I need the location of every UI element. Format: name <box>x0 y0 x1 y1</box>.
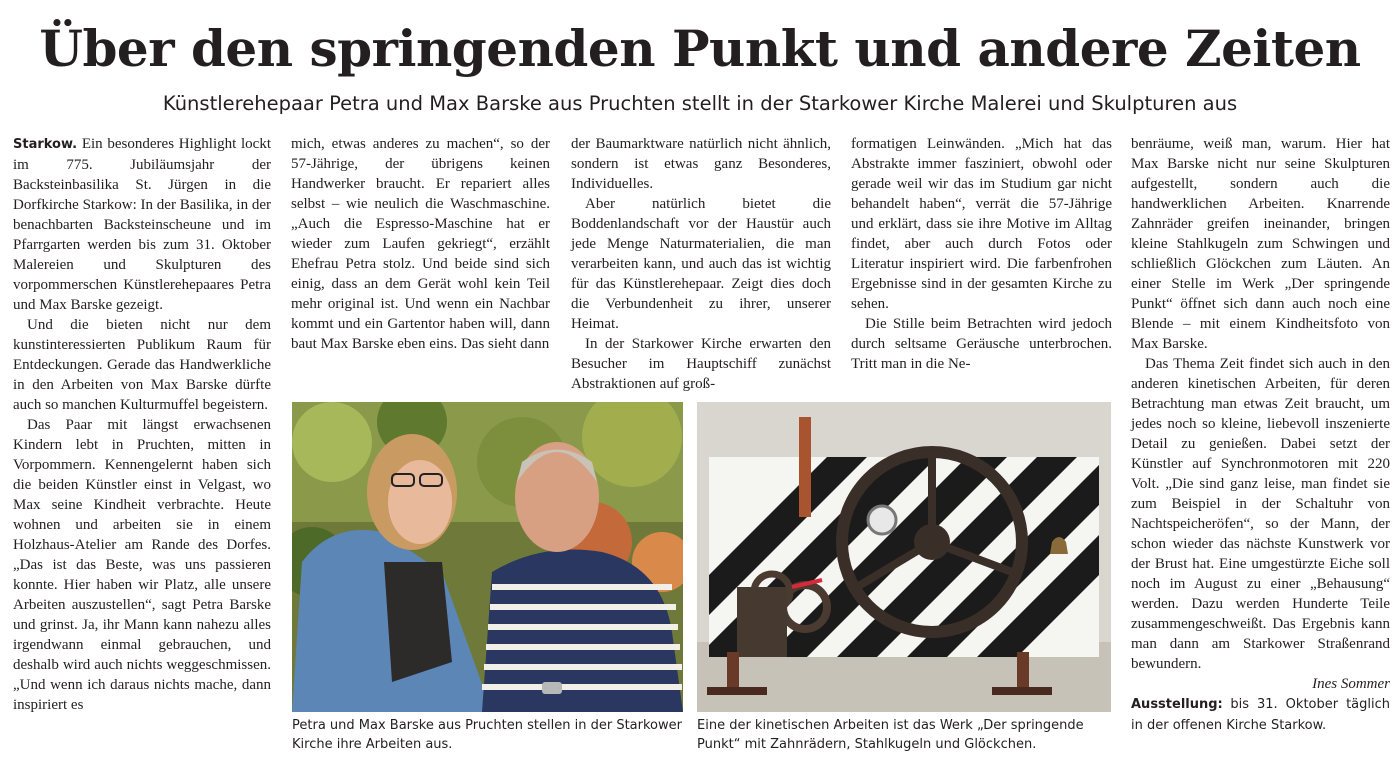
text-column-3 <box>571 134 831 394</box>
paragraph: Das Paar mit längst erwachsenen Kindern lebt in Pruchten, mitten in Vorpommern. Kennengelernt haben sich die beiden Künstler einst in Velgast, wo Max seine Kindheit verbrachte. Heute wohnen und arbeiten sie in einem Holzhaus-Atelier am Rande des Dorfes. „Das ist das Beste, was uns passieren konnte. Hier haben wir Platz, alle unsere Arbeiten auszustellen“, sagt Petra Barske und grinst. Ja, ihr Mann kann nahezu alles irgendwann einmal gebrauchen, und deshalb wird auch nichts weggeschmissen. „Und wenn ich daraus nichts mache, dann inspiriert es <box>13 417 271 713</box>
text-column-5 <box>1131 134 1390 736</box>
dateline: Starkow. <box>13 137 78 152</box>
paragraph: der Baumarktware natürlich nicht ähnlich, sondern ist etwas ganz Besonderes, Individuelles. <box>571 136 831 192</box>
paragraph: mich, etwas anderes zu machen“, so der 57-Jährige, der übrigens keinen Handwerker braucht. Er repariert alles selbst – wie neulich die Waschmaschine. „Auch die Espresso-Maschine hat er wieder zum Laufen gekriegt“, erzählt Ehefrau Petra stolz. Und beide sind sich einig, dass an dem Gerät wohl kein Teil mehr original ist. Und wenn ein Nachbar kommt und ein Gartentor haben will, dann baut Max Barske eben eins. Das sieht dann <box>291 136 550 352</box>
text-column-1 <box>13 134 271 715</box>
text-column-4 <box>851 134 1112 374</box>
paragraph: benräume, weiß man, warum. Hier hat Max Barske nicht nur seine Skulpturen aufgestellt, sondern auch die handwerklichen Arbeiten. Knarrende Zahnräder greifen ineinander, bringen kleine Stahlkugeln zum Schwingen und schließlich Glöckchen zum Läuten. An einer Stelle im Werk „Der springende Punkt“ öffnet sich dann auch noch eine Blende – mit einem Kindheitsfoto von Max Barske. <box>1131 136 1390 352</box>
photo-caption-couple: Petra und Max Barske aus Pruchten stellen in der Starkower Kirche ihre Arbeiten aus. <box>292 718 682 752</box>
photo-kinetic-artwork <box>697 402 1111 712</box>
author-byline: Ines Sommer <box>1312 676 1390 692</box>
paragraph: Die Stille beim Betrachten wird jedoch durch seltsame Geräusche unterbrochen. Tritt man in die Ne- <box>851 316 1112 372</box>
paragraph: Und die bieten nicht nur dem kunstinteressierten Publikum Raum für Entdeckungen. Gerade das Handwerkliche in den Arbeiten von Max Barske dürfte auch so manchen Kulturmuffel begeistern. <box>13 317 271 413</box>
paragraph: Aber natürlich bietet die Boddenlandschaft vor der Haustür auch jede Menge Naturmaterialien, die man verarbeiten kann, und auch das ist wichtig für das Künstlerehepaar. Zeigt dies doch die Verbundenheit zu ihrer, unserer Heimat. <box>571 196 831 332</box>
exhibition-note <box>1131 694 1390 736</box>
photo-caption-artwork: Eine der kinetischen Arbeiten ist das Werk „Der springende Punkt“ mit Zahnrädern, Stahlkugeln und Glöckchen. <box>697 718 1084 752</box>
photo-couple <box>292 402 683 712</box>
paragraph: In der Starkower Kirche erwarten den Besucher im Hauptschiff zunächst Abstraktionen auf groß- <box>571 336 831 392</box>
paragraph: Das Thema Zeit findet sich auch in den anderen kinetischen Arbeiten, für deren Betrachtung man etwas Zeit braucht, um jedes noch so kleine, liebevoll inszenierte Detail zu genießen. Dabei setzt der Künstler auf Synchronmotoren mit 220 Volt. „Die sind ganz leise, man findet sie zum Beispiel in der Schaltuhr von Nachtspeicheröfen“, so der Mann, der schon wieder das nächste Kunstwerk vor der Brust hat. Eine umgestürzte Eiche soll noch im August zu einer „Behausung“ werden. Dazu werden Hunderte Teile zusammengeschweißt. Das Ergebnis kann man dann am Starkower Straßenrand bewundern. <box>1131 356 1390 672</box>
paragraph: formatigen Leinwänden. „Mich hat das Abstrakte immer fasziniert, obwohl oder gerade weil wir das im Studium gar nicht behandelt haben“, verrät die 57-Jährige und erklärt, dass sie ihre Motive im Alltag findet, aber auch durch Fotos oder Literatur inspiriert wird. Die farbenfrohen Ergebnisse sind in der gesamten Kirche zu sehen. <box>851 136 1112 312</box>
exhibition-text: bis 31. Oktober täglich in der offenen Kirche Starkow. <box>1131 697 1391 733</box>
headline: Über den springenden Punkt und andere Zeiten <box>39 19 1361 78</box>
paragraph <box>13 134 271 315</box>
subheadline: Künstlerehepaar Petra und Max Barske aus Pruchten stellt in der Starkower Kirche Malerei und Skulpturen aus <box>162 92 1238 115</box>
text-column-2 <box>291 134 550 354</box>
paragraph-text: Ein besonderes Highlight lockt im 775. Jubiläumsjahr der Backsteinbasilika St. Jürgen in die Dorfkirche Starkow: In der Basilika, in der benachbarten Backsteinscheune und im Pfarrgarten werden bis zum 31. Oktober Malereien und Skulpturen des vorpommerschen Künstlerehepaares Petra und Max Barske gezeigt. <box>13 136 272 313</box>
exhibition-label: Ausstellung: <box>1131 697 1223 712</box>
